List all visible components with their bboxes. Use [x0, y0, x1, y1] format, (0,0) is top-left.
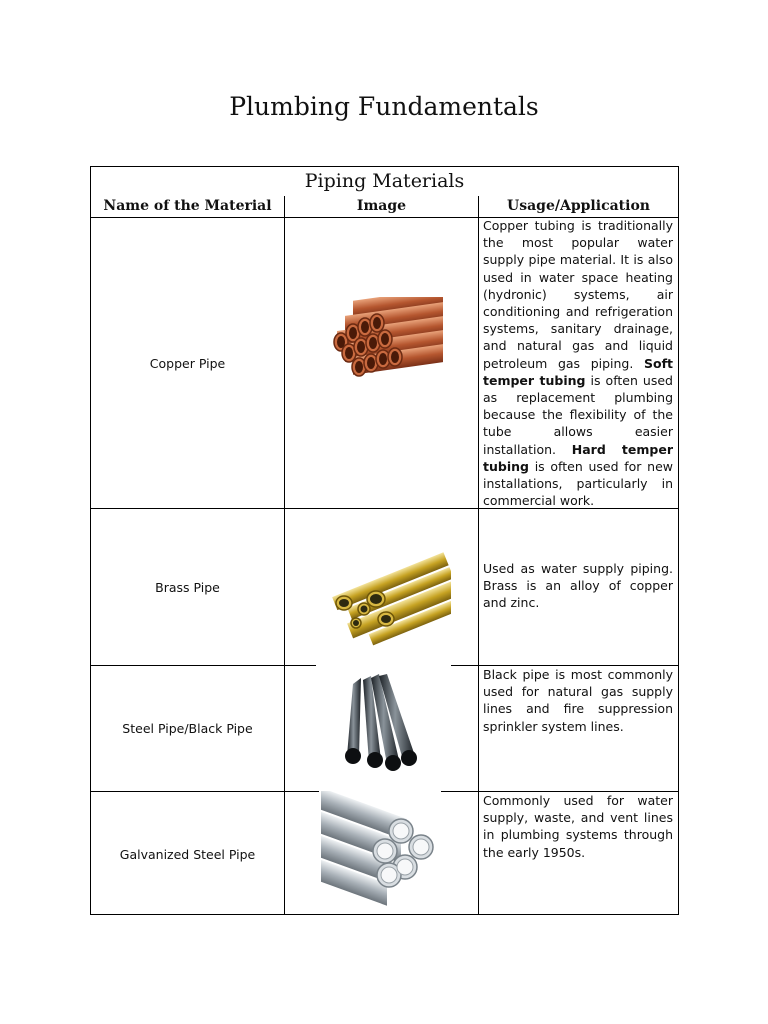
header-name: Name of the Material	[103, 198, 272, 214]
table-caption: Piping Materials	[304, 170, 465, 192]
table-row-usage: Commonly used for water supply, waste, and vent lines in plumbing systems through the early 1950s.	[483, 793, 673, 860]
piping-materials-table	[90, 166, 679, 915]
table-row-name: Brass Pipe	[155, 579, 220, 595]
column-divider	[478, 196, 479, 914]
copper-pipes-image	[323, 297, 443, 407]
table-row-name: Galvanized Steel Pipe	[119, 846, 256, 862]
brass-pipes-image	[316, 527, 451, 667]
table-row-usage: Used as water supply piping. Brass is an alloy of copper and zinc.	[483, 561, 673, 611]
table-row-usage	[483, 217, 673, 509]
usage-bold-text: Hard temper tubing	[483, 441, 673, 474]
galvanized-pipes-image	[319, 791, 441, 909]
table-row-name: Steel Pipe/Black Pipe	[122, 721, 253, 736]
black-steel-pipes-image	[317, 664, 451, 774]
usage-bold-text: Soft temper tubing	[483, 355, 673, 388]
header-usage: Usage/Application	[507, 198, 650, 214]
column-divider	[284, 196, 285, 914]
usage-text: is often used as replacement plumbing because the flexibility of the tube allows easier installation.	[483, 372, 673, 457]
table-row-name: Copper Pipe	[149, 355, 226, 371]
table-row-usage: Black pipe is most commonly used for natural gas supply lines and fire suppression sprinkler system lines.	[483, 667, 673, 734]
header-image: Image	[356, 198, 407, 214]
usage-text: is often used for new installations, particularly in commercial work.	[483, 458, 673, 509]
usage-text: Copper tubing is traditionally the most popular water supply pipe material. It is also used in water space heating (hydronic) systems, air conditioning and refrigeration systems, sanitary drainage, and natural gas and liquid petroleum gas piping.	[483, 218, 673, 371]
page-title: Plumbing Fundamentals	[229, 92, 539, 121]
